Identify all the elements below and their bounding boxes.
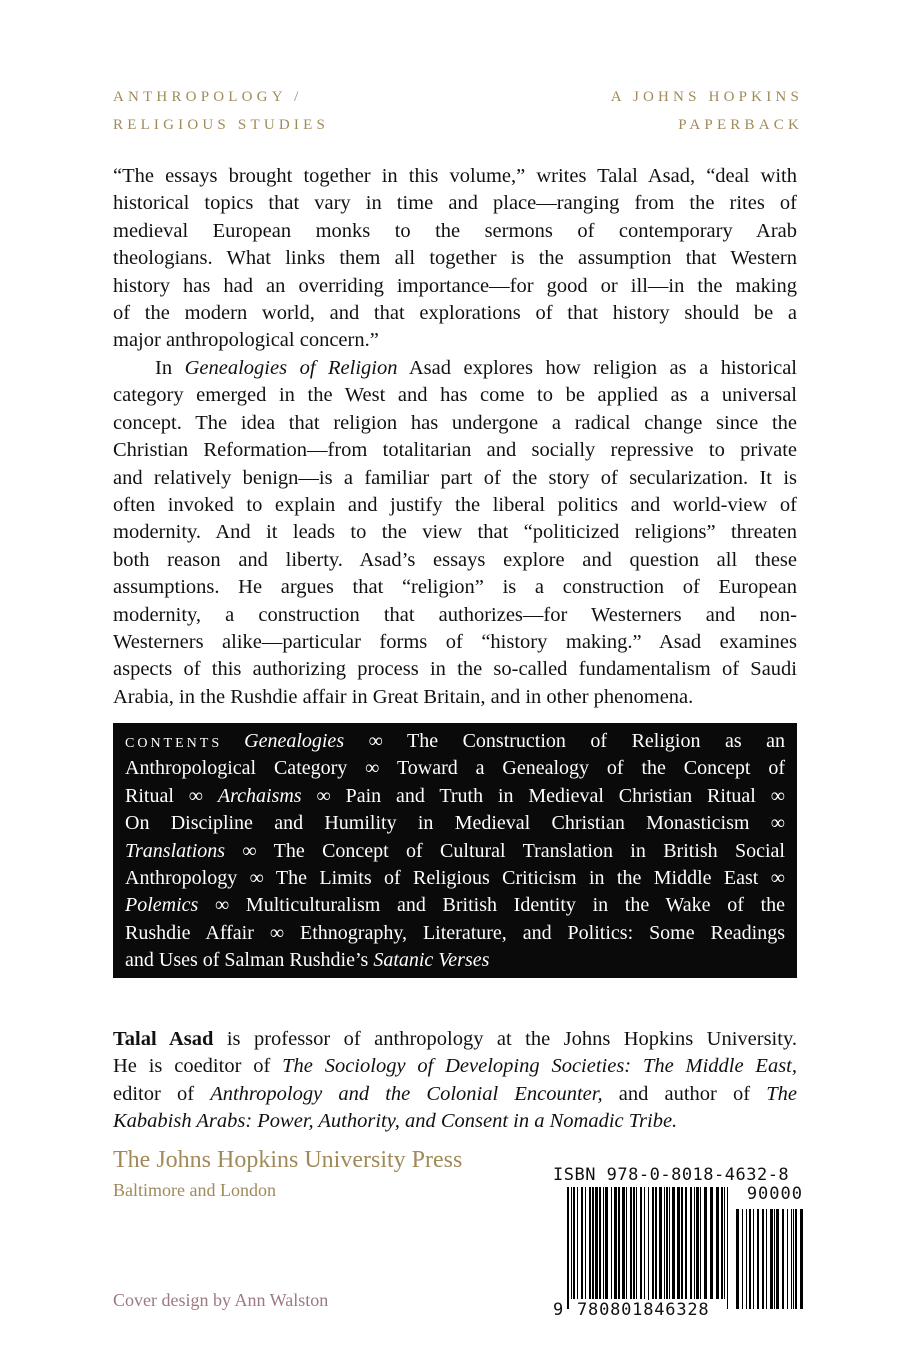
barcode-bar — [640, 1187, 642, 1299]
text-segment: Anthropology ∞ The Limits of Religious Criticism in the Middle East ∞ — [125, 866, 785, 889]
text-line — [113, 410, 797, 437]
isbn-text: ISBN 978-0-8018-4632-8 — [553, 1165, 790, 1185]
barcode-bar — [614, 1187, 617, 1299]
contents-heading: CONTENTS — [125, 736, 223, 751]
barcode-bar — [611, 1187, 612, 1299]
text-line — [125, 810, 785, 837]
barcode-bar — [666, 1187, 668, 1299]
text-line — [125, 755, 785, 782]
category-label — [113, 83, 329, 139]
italic-title: Polemics — [125, 894, 199, 917]
text-segment: both reason and liberty. Asad’s essays explore and question all these — [113, 548, 797, 571]
barcode-bar — [753, 1209, 754, 1309]
text-line — [113, 547, 797, 574]
barcode-bar — [746, 1209, 747, 1309]
barcode-bar — [581, 1187, 583, 1299]
barcode-bar — [567, 1187, 569, 1309]
barcode-bar — [626, 1187, 627, 1299]
barcode-bar — [736, 1209, 739, 1309]
text-segment: aspects of this authorizing process in the so-called fundamentalism of Saudi — [113, 658, 797, 681]
italic-title: Kababish Arabs: Power, Authority, and Consent in a Nomadic Tribe. — [113, 1110, 678, 1133]
barcode-bar — [793, 1209, 794, 1309]
text-segment: and Uses of Salman Rushdie’s — [125, 949, 374, 972]
text-line — [113, 1026, 797, 1053]
text-line — [125, 892, 785, 919]
text-segment: major anthropological concern.” — [113, 329, 379, 352]
barcode-bar — [704, 1187, 707, 1299]
text-segment: ∞ The Construction of Religion as an — [344, 730, 785, 752]
text-line — [113, 684, 797, 711]
text-line — [113, 629, 797, 656]
text-line — [113, 355, 797, 382]
barcode-bar — [636, 1187, 637, 1299]
barcode-digits: 780801846328 — [577, 1300, 710, 1320]
barcode-bar — [742, 1209, 743, 1309]
barcode-bar — [776, 1209, 779, 1309]
author-bio — [113, 1026, 797, 1136]
text-segment: Christian Reformation—from totalitarian and socially repressive to private — [113, 439, 797, 462]
text-line — [113, 1053, 797, 1080]
barcode-bar — [622, 1187, 625, 1299]
text-segment: assumptions. He argues that “religion” is a construction of European — [113, 576, 797, 599]
barcode-bar — [577, 1187, 578, 1299]
text-line — [125, 783, 785, 810]
barcode-bar — [644, 1187, 645, 1299]
text-segment: Arabia, in the Rushdie affair in Great Britain, and in other phenomena. — [113, 685, 694, 708]
text-segment: medieval European monks to the sermons of contemporary Arab — [113, 219, 797, 242]
barcode-bar — [664, 1187, 665, 1299]
text-segment: Asad explores how religion as a historical — [397, 357, 798, 379]
barcode-bar — [787, 1209, 788, 1309]
text-segment: On Discipline and Humility in Medieval Christian Monasticism ∞ — [125, 812, 785, 835]
italic-title: Translations — [125, 839, 226, 862]
italic-title: Anthropology and the Colonial Encounter, — [210, 1082, 603, 1105]
text-segment: theologians. What links them all together is the assumption that Western — [113, 247, 797, 270]
barcode-bar — [762, 1209, 764, 1309]
text-segment: Rushdie Affair ∞ Ethnography, Literature, and Politics: Some Readings — [125, 921, 785, 944]
text-line — [125, 838, 785, 865]
barcode-bar — [690, 1187, 692, 1299]
text-segment: history has had an overriding importance—for good or ill—in the making — [113, 274, 797, 297]
series-line: PAPERBACK — [678, 117, 803, 133]
italic-title: The Sociology of Developing Societies: The Middle East, — [282, 1055, 797, 1078]
text-segment: modernity, a construction that authorizes—for Westerners and non- — [113, 603, 797, 626]
text-line — [113, 190, 797, 217]
barcode-bar — [685, 1187, 687, 1299]
text-line — [113, 273, 797, 300]
text-segment: and author of — [602, 1082, 767, 1105]
text-line — [113, 492, 797, 519]
barcode-bar — [618, 1187, 620, 1299]
barcode-lead-digit: 9 — [553, 1300, 564, 1320]
text-segment: often invoked to explain and justify the liberal politics and world-view of — [113, 493, 797, 516]
barcode-bar — [724, 1187, 725, 1299]
text-segment: Anthropological Category ∞ Toward a Genealogy of the Concept of — [125, 757, 785, 780]
barcode-bar — [573, 1187, 575, 1299]
barcode-bar — [659, 1187, 662, 1299]
barcode-bar — [791, 1209, 792, 1309]
barcode-bar — [766, 1209, 767, 1309]
publisher-place: Baltimore and London — [113, 1180, 276, 1200]
barcode-bar — [770, 1209, 773, 1309]
text-line — [125, 920, 785, 947]
barcode-bar — [696, 1187, 699, 1299]
barcode-bar — [633, 1187, 635, 1299]
text-line — [113, 437, 797, 464]
blurb-paragraph-2 — [113, 355, 797, 711]
text-line — [113, 245, 797, 272]
category-line: RELIGIOUS STUDIES — [113, 117, 329, 133]
barcode-bar — [800, 1209, 803, 1309]
author-name: Talal Asad — [113, 1028, 214, 1050]
text-line — [113, 218, 797, 245]
text-line — [113, 1081, 797, 1108]
italic-title: The — [766, 1082, 797, 1105]
barcode-bar — [716, 1187, 719, 1299]
italic-title: Genealogies — [244, 730, 345, 752]
text-segment: editor of — [113, 1082, 211, 1105]
barcode-bar — [721, 1187, 723, 1299]
barcode-bar — [589, 1187, 591, 1299]
text-line — [113, 327, 797, 354]
text-segment: In — [155, 357, 185, 379]
barcode-bar — [655, 1187, 657, 1299]
text-segment: ∞ Multiculturalism and British Identity in the Wake of the — [198, 894, 785, 917]
barcode-bar — [592, 1187, 594, 1299]
barcode-bar — [652, 1187, 654, 1299]
text-line — [113, 300, 797, 327]
barcode-bar — [710, 1187, 713, 1299]
italic-title: Genealogies of Religion — [184, 357, 398, 379]
text-line — [125, 728, 785, 755]
barcode-bar — [774, 1209, 775, 1309]
price-code: 90000 — [746, 1184, 803, 1204]
barcode-bar — [599, 1187, 601, 1299]
text-line — [113, 656, 797, 683]
barcode-bar — [727, 1187, 728, 1309]
text-segment: Ritual ∞ — [125, 784, 218, 807]
text-segment: and relatively benign—is a familiar part of the story of secularization. It is — [113, 466, 797, 489]
text-line — [113, 1108, 797, 1135]
text-segment: ∞ The Concept of Cultural Translation in British Social — [225, 839, 785, 862]
text-segment: historical topics that vary in time and place—ranging from the rites of — [113, 192, 797, 215]
barcode-bar — [571, 1187, 572, 1299]
text-segment: “The essays brought together in this volume,” writes Talal Asad, “deal with — [113, 165, 797, 187]
barcode-bar — [681, 1187, 683, 1299]
text-line — [113, 602, 797, 629]
barcode-bar — [694, 1187, 695, 1299]
barcode-bar — [757, 1209, 759, 1309]
text-segment: is professor of anthropology at the Johns Hopkins University. — [213, 1028, 797, 1050]
text-segment: category emerged in the West and has come to be applied as a universal — [113, 384, 797, 407]
barcode-bar — [795, 1209, 797, 1309]
contents-box — [113, 723, 797, 978]
cover-credit: Cover design by Ann Walston — [113, 1290, 329, 1310]
blurb-paragraph-1 — [113, 163, 797, 355]
category-line: ANTHROPOLOGY / — [113, 89, 303, 105]
barcode-bar — [672, 1187, 675, 1299]
barcode-bar — [630, 1187, 632, 1299]
barcode-bar — [603, 1187, 604, 1299]
barcode-bar — [595, 1187, 598, 1299]
text-line — [113, 382, 797, 409]
barcode-bar — [677, 1187, 680, 1299]
barcode-bar — [669, 1187, 670, 1299]
text-line — [113, 163, 797, 190]
text-segment: concept. The idea that religion has undergone a radical change since the — [113, 411, 797, 434]
publisher-name: The Johns Hopkins University Press — [113, 1147, 463, 1173]
italic-title: Satanic Verses — [373, 949, 490, 972]
text-line — [113, 465, 797, 492]
text-segment: ∞ Pain and Truth in Medieval Christian Ritual ∞ — [301, 784, 785, 807]
text-segment: of the modern world, and that explorations of that history should be a — [113, 301, 797, 324]
italic-title: Archaisms — [217, 784, 302, 807]
isbn-barcode — [553, 1165, 805, 1325]
barcode-bar — [605, 1187, 608, 1299]
text-line — [125, 947, 785, 974]
barcode-bar — [749, 1209, 751, 1309]
text-segment: Westerners alike—particular forms of “history making.” Asad examines — [113, 630, 797, 653]
text-segment: modernity. And it leads to the view that “politicized religions” threaten — [113, 521, 797, 544]
barcode-bar — [782, 1209, 784, 1309]
series-label — [611, 83, 803, 139]
text-line — [125, 865, 785, 892]
text-line — [113, 574, 797, 601]
barcode-bar — [700, 1187, 701, 1299]
text-line — [113, 519, 797, 546]
barcode-bar — [648, 1187, 649, 1309]
barcode-bar — [585, 1187, 586, 1299]
text-segment: He is coeditor of — [113, 1055, 283, 1078]
series-line: A JOHNS HOPKINS — [610, 89, 803, 105]
